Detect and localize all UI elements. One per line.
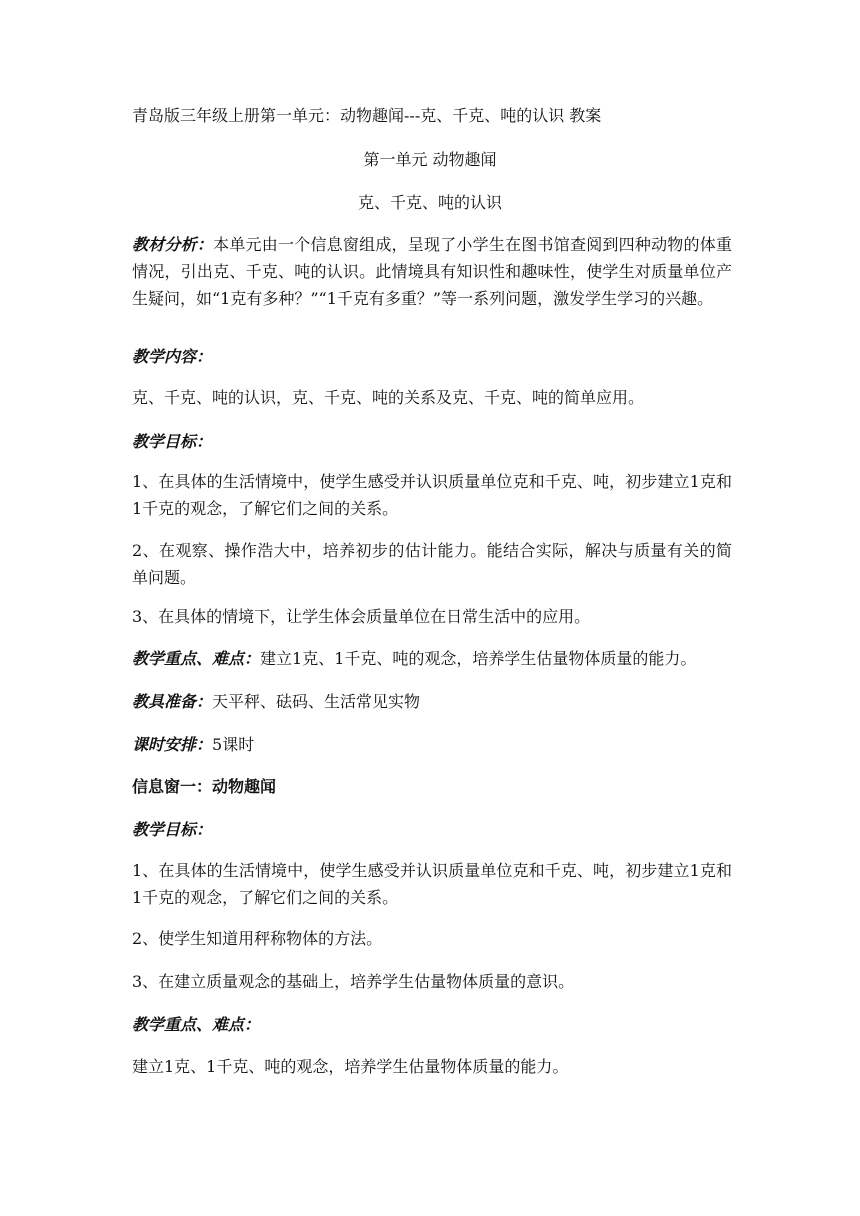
goals-label: 教学目标： <box>132 432 213 451</box>
key-points-paragraph <box>132 645 732 672</box>
goal-item-1: 1、在具体的生活情境中，使学生感受并认识质量单位克和千克、吨，初步建立1克和1千克的观念，了解它们之间的关系。 <box>132 472 732 518</box>
schedule-paragraph <box>132 731 732 758</box>
content-label: 教学内容： <box>132 347 213 366</box>
goal-item-3: 3、在具体的情境下，让学生体会质量单位在日常生活中的应用。 <box>132 607 591 626</box>
document-title: 青岛版三年级上册第一单元：动物趣闻---克、千克、吨的认识 教案 <box>132 106 602 125</box>
window1-goals-label: 教学目标： <box>132 820 213 839</box>
key-points-text: 建立1克、1千克、吨的观念，培养学生估量物体质量的能力。 <box>260 649 697 668</box>
lesson-heading: 克、千克、吨的认识 <box>357 193 502 212</box>
goal-item-2: 2、在观察、操作浩大中，培养初步的估计能力。能结合实际，解决与质量有关的简单问题。 <box>132 541 732 587</box>
analysis-paragraph <box>132 231 732 312</box>
window1-key-text: 建立1克、1千克、吨的观念，培养学生估量物体质量的能力。 <box>132 1057 569 1076</box>
tools-paragraph <box>132 688 732 715</box>
window1-title: 信息窗一：动物趣闻 <box>132 777 277 796</box>
key-points-label: 教学重点、难点： <box>132 649 261 668</box>
window1-key-label: 教学重点、难点： <box>132 1015 261 1034</box>
tools-text: 天平秤、砝码、生活常见实物 <box>212 692 421 711</box>
content-text: 克、千克、吨的认识，克、千克、吨的关系及克、千克、吨的简单应用。 <box>132 388 645 407</box>
window1-goal-item-3: 3、在建立质量观念的基础上，培养学生估量物体质量的意识。 <box>132 972 575 991</box>
window1-goal-item-2: 2、使学生知道用秤称物体的方法。 <box>132 929 383 948</box>
unit-heading: 第一单元 动物趣闻 <box>363 150 497 169</box>
schedule-text: 5课时 <box>212 735 255 754</box>
window1-goal-item-1: 1、在具体的生活情境中，使学生感受并认识质量单位克和千克、吨，初步建立1克和1千克的观念，了解它们之间的关系。 <box>132 861 732 907</box>
schedule-label: 课时安排： <box>132 735 213 754</box>
tools-label: 教具准备： <box>132 692 213 711</box>
analysis-label: 教材分析： <box>132 235 214 254</box>
analysis-text: 本单元由一个信息窗组成，呈现了小学生在图书馆查阅到四种动物的体重情况，引出克、千克、吨的认识。此情境具有知识性和趣味性，使学生对质量单位产生疑问，如“1克有多种？”“1千克有多重？”等一系列问题，激发学生学习的兴趣。 <box>132 235 732 308</box>
